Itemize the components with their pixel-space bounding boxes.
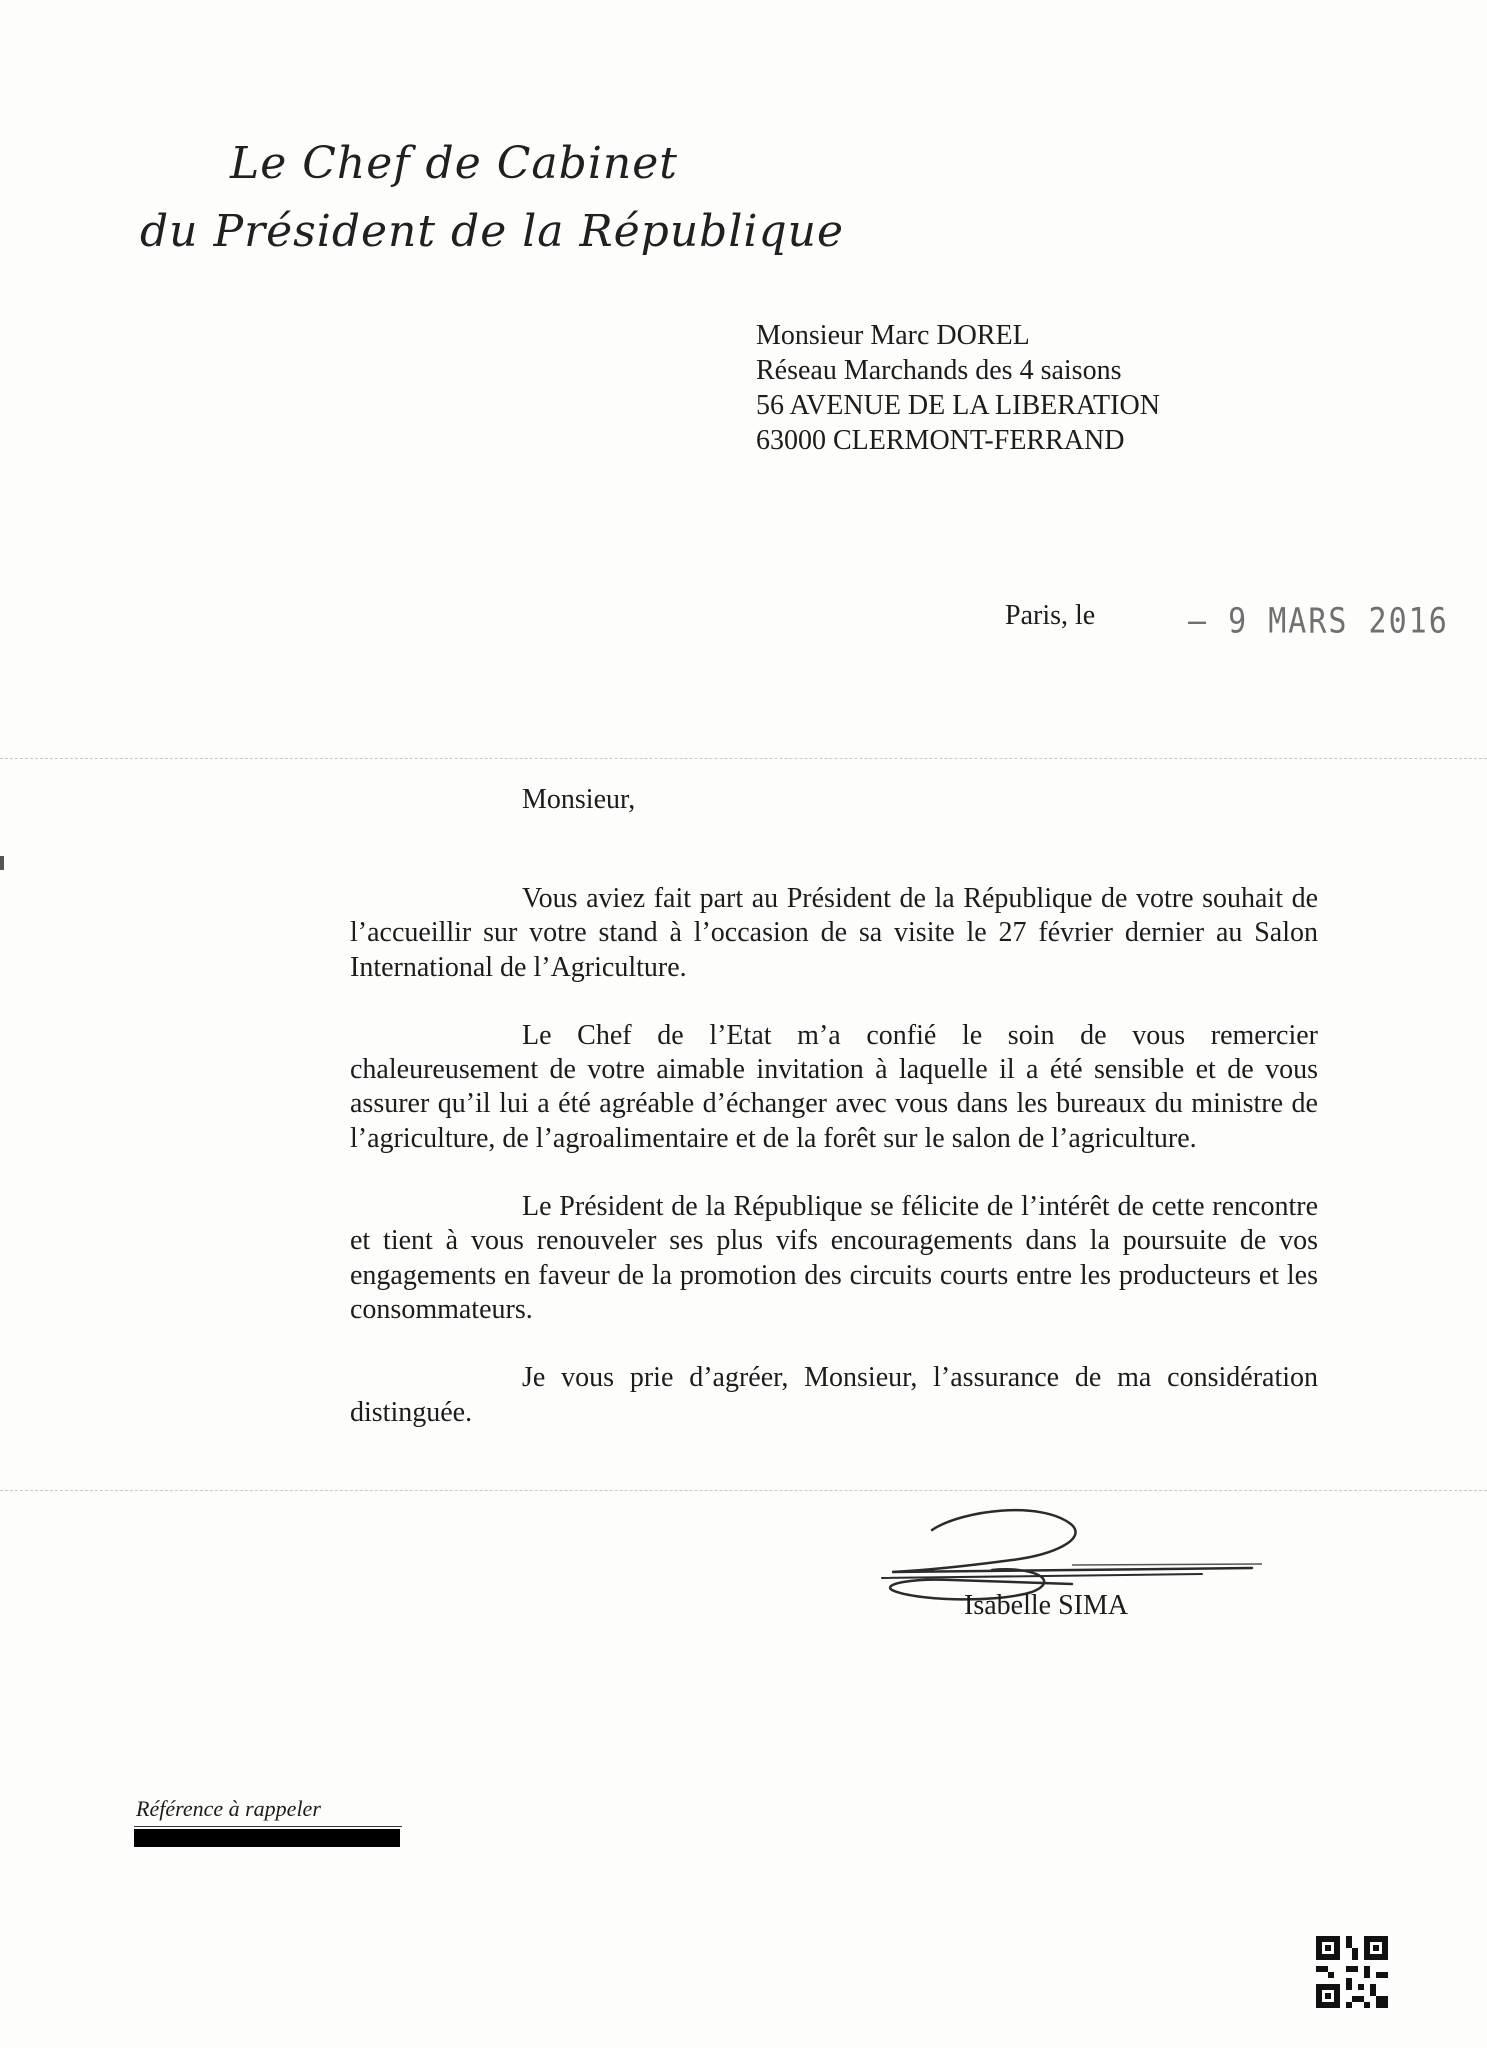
letter-body	[350, 882, 1318, 1464]
letterhead-line-2: du Président de la République	[140, 206, 845, 257]
paragraph-3: Le Président de la République se félicite de l’intérêt de cette rencontre et tient à vous renouveler ses plus vifs encouragements dans la poursuite de vos engagements en faveur de la promotion des circuits courts entre les producteurs et les consommateurs.	[350, 1191, 1318, 1325]
reference-underline	[134, 1826, 402, 1827]
paragraph-2: Le Chef de l’Etat m’a confié le soin de vous remercier chaleureusement de votre aimable invitation à laquelle il a été sensible et de vous assurer qu’il lui a été agréable d’échanger avec vous dans les bureaux du ministre de l’agriculture, de l’agroalimentaire et de la forêt sur le salon de l’agriculture.	[350, 1019, 1318, 1154]
scan-mark	[0, 856, 4, 870]
reference-label: Référence à rappeler	[136, 1796, 321, 1821]
fold-line-bottom	[0, 1490, 1487, 1491]
qr-code-icon	[1316, 1936, 1388, 2008]
recipient-city: 63000 CLERMONT-FERRAND	[756, 425, 1125, 456]
fold-line-top	[0, 758, 1487, 759]
redacted-reference	[134, 1829, 400, 1847]
recipient-address	[756, 318, 1160, 458]
paragraph-1: Vous aviez fait part au Président de la République de votre souhait de l’accueillir sur votre stand à l’occasion de sa visite le 27 février dernier au Salon International de l’Agriculture.	[350, 883, 1318, 983]
signatory-name: Isabelle SIMA	[964, 1590, 1129, 1621]
recipient-street: 56 AVENUE DE LA LIBERATION	[756, 390, 1160, 421]
recipient-name: Monsieur Marc DOREL	[756, 320, 1030, 351]
salutation: Monsieur,	[522, 784, 636, 815]
recipient-organization: Réseau Marchands des 4 saisons	[756, 355, 1122, 386]
date-stamp: – 9 MARS 2016	[1188, 601, 1449, 642]
letterhead-line-1: Le Chef de Cabinet	[230, 138, 678, 189]
date-place: Paris, le	[1005, 600, 1096, 631]
paragraph-4: Je vous prie d’agréer, Monsieur, l’assurance de ma considération distinguée.	[350, 1362, 1318, 1428]
